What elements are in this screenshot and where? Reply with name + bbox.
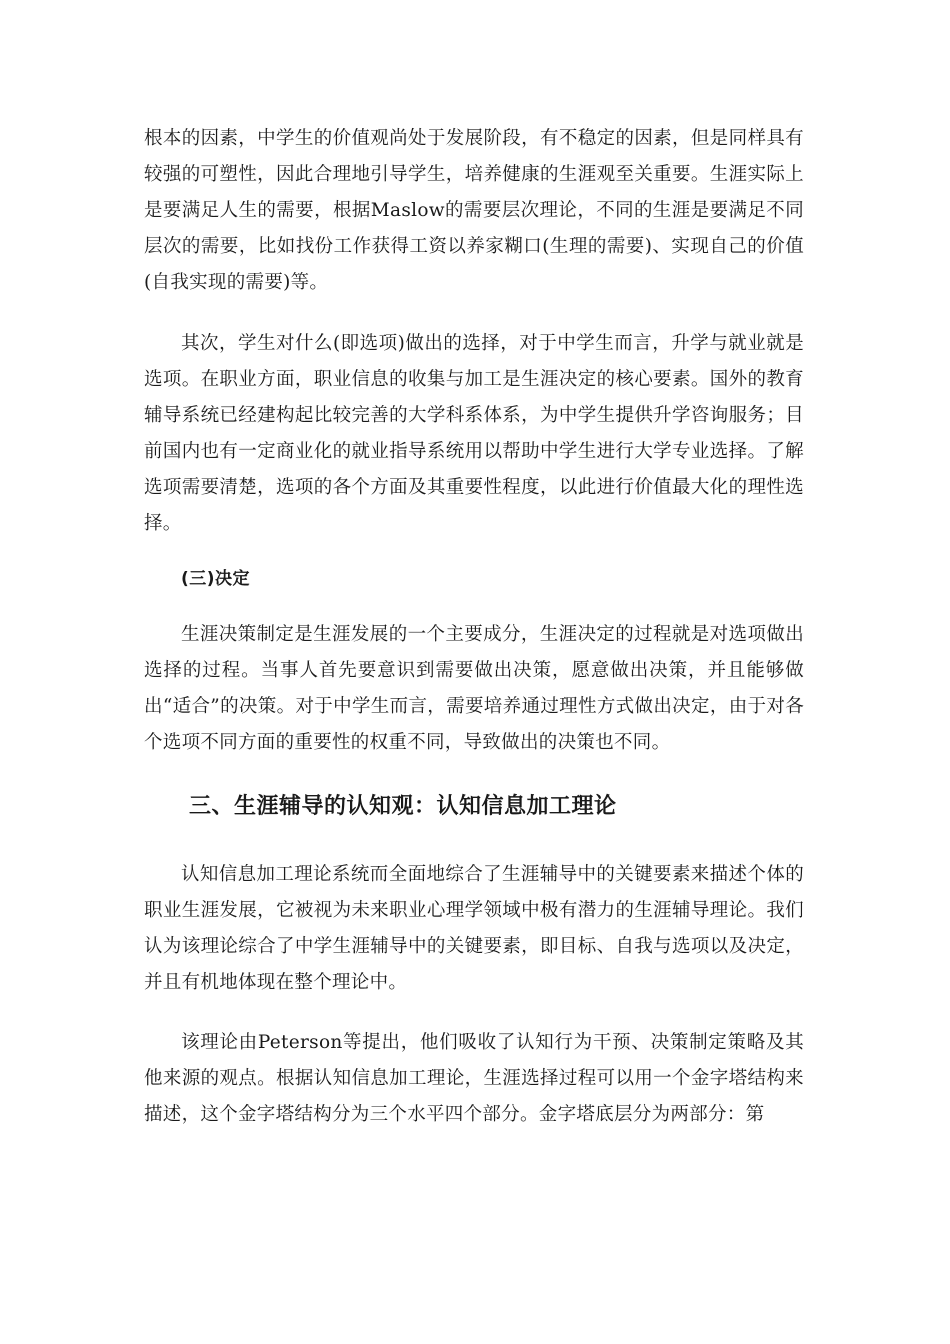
paragraph-cip-pyramid: 该理论由Peterson等提出，他们吸收了认知行为干预、决策制定策略及其他来源的观点。根据认知信息加工理论，生涯选择过程可以用一个金字塔结构来描述，这个金字塔结构分为三个水平四个部分。金字塔底层分为两部分：第: [144, 1032, 804, 1125]
subheading-decision: (三)决定: [181, 569, 251, 589]
paragraph-cip-overview: 认知信息加工理论系统而全面地综合了生涯辅导中的关键要素来描述个体的职业生涯发展，它被视为未来职业心理学领域中极有潜力的生涯辅导理论。我们认为该理论综合了中学生涯辅导中的关键要素，即目标、自我与选项以及决定，并且有机地体现在整个理论中。: [144, 864, 804, 993]
paragraph-decision: 生涯决策制定是生涯发展的一个主要成分，生涯决定的过程就是对选项做出选择的过程。当事人首先要意识到需要做出决策，愿意做出决策，并且能够做出“适合”的决策。对于中学生而言，需要培养通过理性方式做出决定，由于对各个选项不同方面的重要性的权重不同，导致做出的决策也不同。: [144, 624, 804, 753]
paragraph-values: 根本的因素，中学生的价值观尚处于发展阶段，有不稳定的因素，但是同样具有较强的可塑性，因此合理地引导学生，培养健康的生涯观至关重要。生涯实际上是要满足人生的需要，根据Maslow的需要层次理论，不同的生涯是要满足不同层次的需要，比如找份工作获得工资以养家糊口(生理的需要)、实现自己的价值(自我实现的需要)等。: [144, 128, 804, 293]
section-title: 三、生涯辅导的认知观：认知信息加工理论: [189, 794, 617, 819]
document-page: [144, 121, 804, 1133]
paragraph-options: 其次，学生对什么(即选项)做出的选择，对于中学生而言，升学与就业就是选项。在职业方面，职业信息的收集与加工是生涯决定的核心要素。国外的教育辅导系统已经建构起比较完善的大学科系体系，为中学生提供升学咨询服务；目前国内也有一定商业化的就业指导系统用以帮助中学生进行大学专业选择。了解选项需要清楚，选项的各个方面及其重要性程度，以此进行价值最大化的理性选择。: [144, 333, 804, 534]
